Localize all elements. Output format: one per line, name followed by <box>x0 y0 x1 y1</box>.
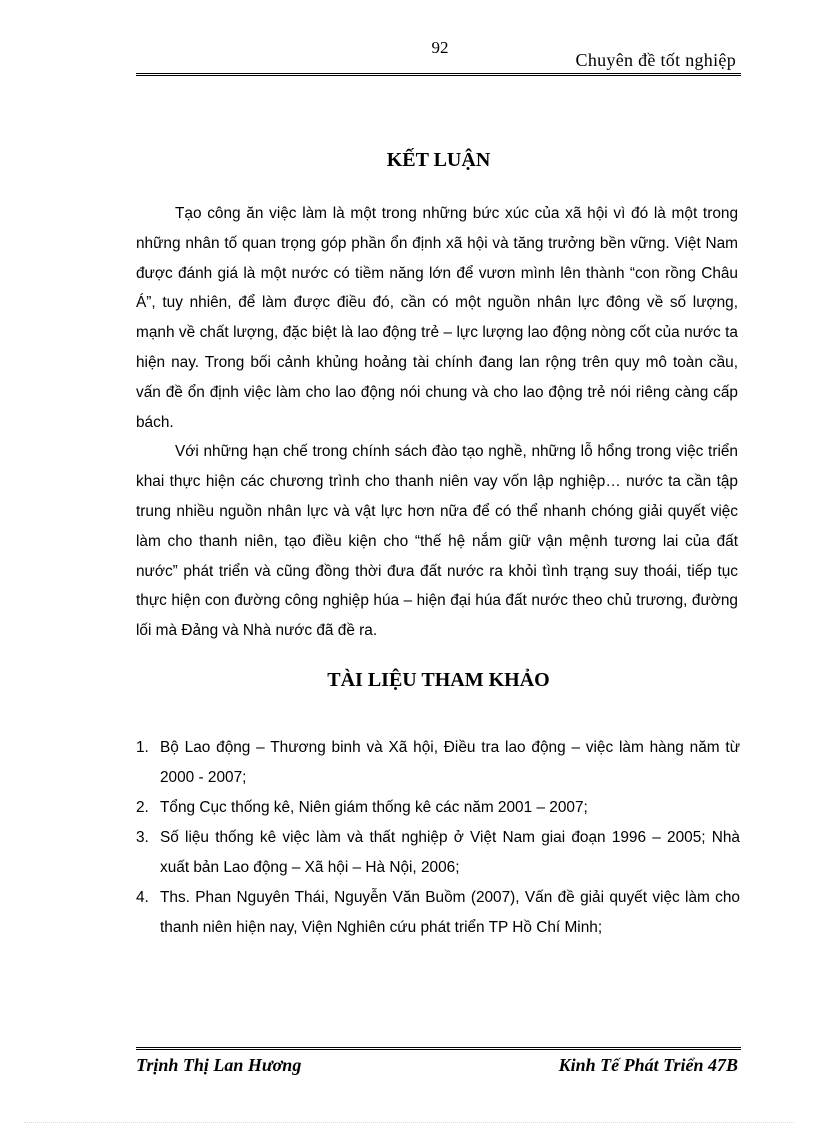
reference-number: 2. <box>136 799 149 816</box>
reference-item <box>136 733 740 793</box>
conclusion-body <box>136 199 738 646</box>
header-rule <box>136 73 741 76</box>
reference-number: 1. <box>136 739 149 756</box>
conclusion-paragraph-1: Tạo công ăn việc làm là một trong những bức xúc của xã hội vì đó là một trong những nhân tố quan trọng góp phần ổn định xã hội và tăng trưởng bền vững. Việt Nam được đánh giá là một nước có tiềm năng lớn để vươn mình lên thành “con rồng Châu Á”, tuy nhiên, để làm được điều đó, cần có một nguồn nhân lực đông về số lượng, mạnh về chất lượng, đặc biệt là lao động trẻ – lực lượng lao động nòng cốt của nước ta hiện nay. Trong bối cảnh khủng hoảng tài chính đang lan rộng trên quy mô toàn cầu, vấn đề ổn định việc làm cho lao động nói chung và cho lao động trẻ nói riêng càng cấp bách. <box>136 205 738 431</box>
page-number: 92 <box>431 38 449 57</box>
reference-item <box>136 793 740 823</box>
footer-author: Trịnh Thị Lan Hương <box>136 1055 302 1075</box>
conclusion-heading: KẾT LUẬN <box>386 149 491 171</box>
reference-text: Số liệu thống kê việc làm và thất nghiệp ở Việt Nam giai đoạn 1996 – 2005; Nhà xuất bản Lao động – Xã hội – Hà Nội, 2006; <box>160 829 740 876</box>
references-list <box>136 733 740 943</box>
reference-text: Bộ Lao động – Thương binh và Xã hội, Điều tra lao động – việc làm hàng năm từ 2000 - 2007; <box>160 739 740 786</box>
header-title: Chuyên đề tốt nghiệp <box>575 50 736 70</box>
conclusion-paragraph-2: Với những hạn chế trong chính sách đào tạo nghề, những lỗ hổng trong việc triển khai thực hiện các chương trình cho thanh niên vay vốn lập nghiệp… nước ta cần tập trung nhiều nguồn nhân lực và vật lực hơn nữa để có thể nhanh chóng giải quyết việc làm cho thanh niên, tạo điều kiện cho “thế hệ nắm giữ vận mệnh tương lai của đất nước” phát triển và cũng đồng thời đưa đất nước ra khỏi tình trạng suy thoái, tiếp tục thực hiện con đường công nghiệp húa – hiện đại húa đất nước theo chủ trương, đường lối mà Đảng và Nhà nước đã đề ra. <box>136 443 738 640</box>
reference-text: Tổng Cục thống kê, Niên giám thống kê các năm 2001 – 2007; <box>160 799 588 816</box>
reference-text: Ths. Phan Nguyên Thái, Nguyễn Văn Buồm (2007), Vấn đề giải quyết việc làm cho thanh niên hiện nay, Viện Nghiên cứu phát triển TP Hồ Chí Minh; <box>160 889 740 936</box>
reference-item <box>136 823 740 883</box>
references-heading: TÀI LIỆU THAM KHẢO <box>327 669 550 691</box>
footer-class: Kinh Tế Phát Triển 47B <box>558 1055 738 1075</box>
reference-number: 4. <box>136 889 149 906</box>
reference-item <box>136 883 740 943</box>
footer-rule <box>136 1047 741 1050</box>
reference-number: 3. <box>136 829 149 846</box>
